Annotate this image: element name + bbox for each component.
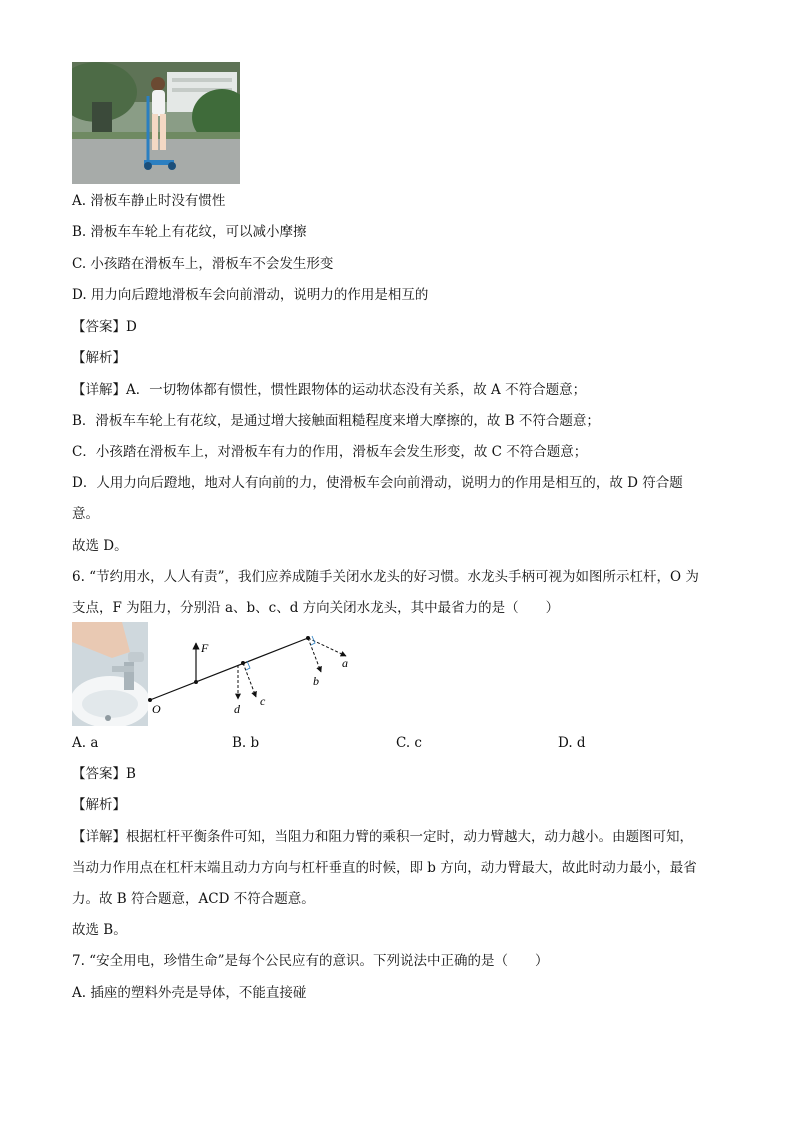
label-o: O [152, 702, 161, 716]
q6-stem-line-1: 6. “节约用水，人人有责”，我们应养成随手关闭水龙头的好习惯。水龙头手柄可视为如图所示杠杆，O 为 [72, 569, 699, 585]
q6-option-d: D. d [558, 735, 586, 751]
q6-detail-line-1: 【详解】根据杠杆平衡条件可知，当阻力和阻力臂的乘积一定时，动力臂越大，动力越小。由题图可知， [72, 829, 693, 845]
label-a: a [342, 656, 348, 670]
lever-diagram [148, 625, 368, 725]
label-d: d [234, 702, 240, 716]
lever-bar [150, 638, 308, 700]
q5-option-a: A. 滑板车静止时没有惯性 [72, 193, 226, 209]
q5-detail-line-2: B．滑板车车轮上有花纹，是通过增大接触面粗糙程度来增大摩擦的，故 B 不符合题意； [72, 413, 600, 429]
q5-answer: 【答案】D [72, 319, 137, 335]
q5-detail-line-3: C．小孩踏在滑板车上，对滑板车有力的作用，滑板车会发生形变，故 C 不符合题意； [72, 444, 588, 460]
q5-detail-line-5: 意。 [72, 506, 99, 522]
q5-detail-line-1: 【详解】A．一切物体都有惯性，惯性跟物体的运动状态没有关系，故 A 不符合题意； [72, 382, 587, 398]
q6-analysis: 【解析】 [72, 797, 126, 813]
q5-detail-line-4: D．人用力向后蹬地，地对人有向前的力，使滑板车会向前滑动，说明力的作用是相互的，故 D 符合题 [72, 475, 683, 491]
label-c: c [260, 694, 266, 708]
q6-option-c: C. c [396, 735, 422, 751]
q6-stem-line-2: 支点，F 为阻力，分别沿 a、b、c、d 方向关闭水龙头，其中最省力的是（ ） [72, 600, 560, 616]
scooter-photo [72, 62, 240, 184]
label-b: b [313, 674, 319, 688]
q5-analysis: 【解析】 [72, 350, 126, 366]
label-f: F [201, 641, 209, 655]
q5-option-b: B. 滑板车车轮上有花纹，可以减小摩擦 [72, 224, 307, 240]
q5-conclusion: 故选 D。 [72, 538, 128, 554]
q7-stem: 7. “安全用电，珍惜生命”是每个公民应有的意识。下列说法中正确的是（ ） [72, 953, 549, 969]
q6-detail-line-2: 当动力作用点在杠杆末端且动力方向与杠杆垂直的时候，即 b 方向，动力臂最大，故此时动力最小，最省 [72, 860, 697, 876]
q6-conclusion: 故选 B。 [72, 922, 127, 938]
q6-option-b: B. b [232, 735, 260, 751]
q6-option-a: A. a [72, 735, 99, 751]
q5-option-c: C. 小孩踏在滑板车上，滑板车不会发生形变 [72, 256, 334, 272]
q6-answer: 【答案】B [72, 766, 136, 782]
faucet-photo [72, 622, 148, 726]
q6-detail-line-3: 力。故 B 符合题意，ACD 不符合题意。 [72, 891, 315, 907]
q7-option-a: A. 插座的塑料外壳是导体，不能直接碰 [72, 985, 307, 1001]
q5-option-d: D. 用力向后蹬地滑板车会向前滑动，说明力的作用是相互的 [72, 287, 429, 303]
